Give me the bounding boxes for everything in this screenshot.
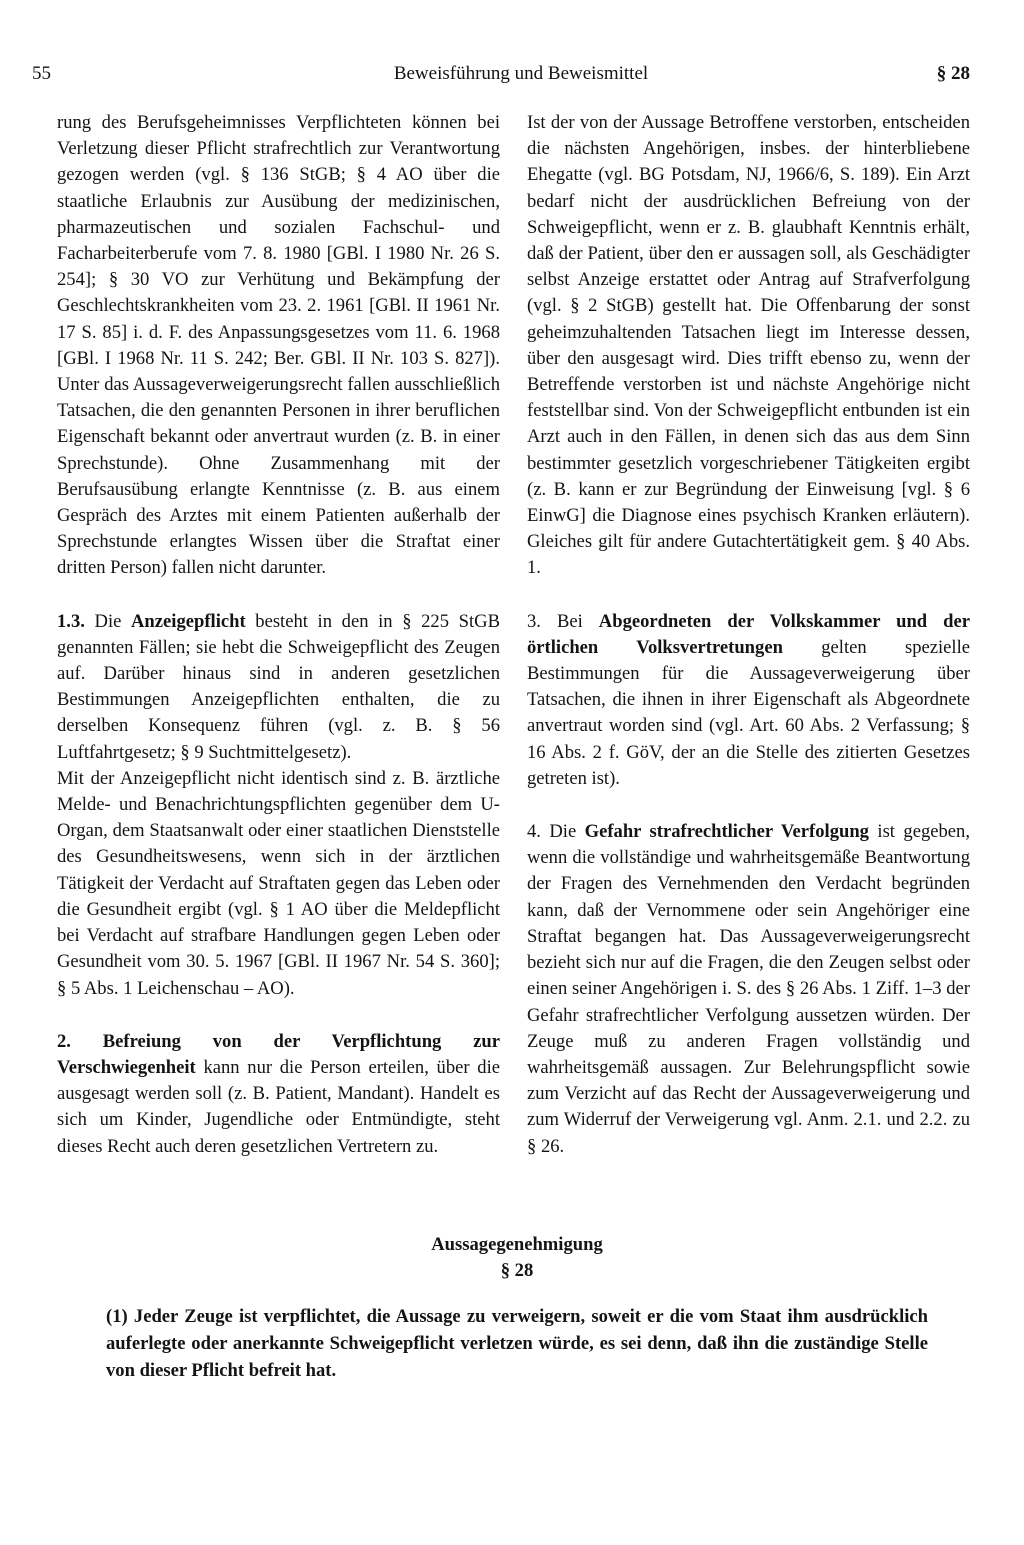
paragraph-text: kann nur die Person erteilen, über die ausgesagt werden soll (z. B. Patient, Mandant). Handelt es sich um Kinder, Jugendliche oder Entmündigte, steht dieses Recht auch deren gesetzlichen Vertretern zu. [57, 1056, 500, 1157]
paragraph-text: 4. Die [527, 821, 577, 843]
paragraph-gefahr [527, 819, 970, 1160]
paragraph-verstorben: Ist der von der Aussage Betroffene verstorben, entscheiden die nächsten Angehörigen, insbes. der hinterbliebene Ehegatte (vgl. BG Potsdam, NJ, 1966/6, S. 189). Ein Arzt bedarf nicht der ausdrücklichen Befreiung von der Schweigepflicht, wenn er z. B. glaubhaft Kenntnis erhält, daß der Patient, über den er aussagen soll, als Geschädigter selbst Anzeige erstattet oder Antrag auf Strafverfolgung (vgl. § 2 StGB) gestellt hat. Die Offenbarung der sonst geheimzuhaltenden Tatsachen liegt im Interesse dessen, über den ausgesagt wird. Dies trifft ebenso zu, wenn der Betreffende verstorben ist und nächste Angehörige nicht feststellbar sind. Von der Schweigepflicht entbunden ist ein Arzt auch in den Fällen, in denen sich das aus dem Sinn bestimmter gesetzlich vorgeschriebener Tätigkeiten ergibt (z. B. kann er zur Begründung der Einweisung [vgl. § 6 EinwG] die Diagnose eines psychisch Kranken erläutern). Gleiches gilt für andere Gutachtertätigkeit gem. § 40 Abs. 1. [527, 112, 970, 579]
paragraph-anzeigepflicht [57, 609, 500, 766]
page-number: 55 [32, 63, 51, 84]
law-heading [0, 1232, 1024, 1284]
paragraph-continuation: rung des Berufsgeheimnisses Verpflichteten können bei Verletzung dieser Pflicht strafrechtlich zur Verantwortung gezogen werden (vgl. § 136 StGB; § 4 AO über die staatliche Erlaubnis zur Ausübung der medizinischen, pharmazeutischen und sozialen Fachschul- und Facharbeiterberufe vom 7. 8. 1980 [GBl. I 1980 Nr. 26 S. 254]; § 30 VO zur Verhütung und Bekämpfung der Geschlechtskrankheiten vom 23. 2. 1961 [GBl. II 1961 Nr. 17 S. 85] i. d. F. des Anpassungsgesetzes vom 11. 6. 1968 [GBl. I 1968 Nr. 11 S. 242; Ber. GBl. II Nr. 103 S. 827]). Unter das Aussageverweigerungsrecht fallen ausschließlich Tatsachen, die den genannten Personen in ihrer beruflichen Eigenschaft bekannt oder anvertraut wurden (z. B. in einer Sprechstunde). Ohne Zusammenhang mit der Berufsausübung erlangte Kenntnisse (z. B. aus einem Gespräch des Arztes mit einem Patienten außerhalb der Sprechstunde erlangtes Wissen über die Straftat einer dritten Person) fallen nicht darunter. [57, 112, 500, 579]
paragraph-number: 1.3. [57, 610, 85, 632]
keyword-bold: Abgeordneten der Volkskammer und der örtlichen Volksvertretungen [527, 610, 970, 658]
keyword-bold: 2. Befreiung von der Verpflichtung zur Verschwiegenheit [57, 1030, 500, 1078]
left-column [57, 110, 500, 1160]
paragraph-text: gelten spezielle Bestimmungen für die Aussageverweigerung über Tatsachen, die ihnen in ihrer Eigenschaft als Abgeordnete anvertraut worden sind (vgl. Art. 60 Abs. 2 Verfassung; § 16 Abs. 2 f. GöV, der an die Stelle des zitierten Gesetzes getreten ist). [527, 636, 971, 789]
paragraph-text: ist gegeben, wenn die vollständige und wahrheitsgemäße Beantwortung der Fragen des Vernehmenden den Verdacht begründen kann, daß der Vernommene oder sein Angehöriger eine Straftat begangen hat. Das Aussageverweigerungsrecht bezieht sich nur auf die Fragen, die den Zeugen selbst oder einen seiner Angehörigen i. S. des § 26 Abs. 1 Ziff. 1–3 der Gefahr strafrechtlicher Verfolgung aussetzen würden. Der Zeuge muß zu anderen Fragen vollständig und wahrheitsgemäß aussagen. Zur Belehrungspflicht sowie zum Verzicht auf das Recht der Aussageverweigerung und zum Widerruf der Verweigerung vgl. Anm. 2.1. und 2.2. zu § 26. [527, 821, 970, 1157]
section-marker: § 28 [936, 63, 970, 84]
right-column [527, 110, 970, 1160]
paragraph-befreiung [57, 1029, 500, 1160]
paragraph-text: 3. Bei [527, 610, 583, 632]
law-paragraph: (1) Jeder Zeuge ist verpflichtet, die Aussage zu verweigern, soweit er die vom Staat ihm ausdrücklich auferlegte oder anerkannte Schweigepflicht verletzen würde, es sei denn, daß ihn die zuständige Stelle von dieser Pflicht befreit hat. [106, 1306, 928, 1381]
running-title: Beweisführung und Beweismittel [393, 63, 649, 84]
keyword-bold: Gefahr strafrechtlicher Verfolgung [584, 821, 869, 843]
law-title: Aussagegenehmigung [431, 1234, 603, 1255]
paragraph-text: Die [94, 610, 122, 632]
keyword-bold: Anzeigepflicht [131, 610, 246, 632]
law-section: § 28 [500, 1260, 534, 1281]
page-header [32, 58, 970, 90]
paragraph-meldepflicht: Mit der Anzeigepflicht nicht identisch sind z. B. ärztliche Melde- und Benachrichtungspflichten gegenüber dem U-Organ, dem Staatsanwalt oder einer staatlichen Dienststelle des Gesundheitswesens, wenn sich in der ärztlichen Tätigkeit der Verdacht auf Straftaten gegen das Leben oder die Gesundheit ergibt (vgl. § 1 AO über die Meldepflicht bei Verdacht auf strafbare Handlungen gegen Leben oder Gesundheit vom 30. 5. 1967 [GBl. II 1967 Nr. 54 S. 360]; § 5 Abs. 1 Leichenschau – AO). [57, 767, 500, 999]
paragraph-text: besteht in den in § 225 StGB genannten Fällen; sie hebt die Schweigepflicht des Zeugen auf. Darüber hinaus sind in anderen gesetzlichen Bestimmungen Anzeigepflichten enthalten, die zu derselben Konsequenz führen (vgl. z. B. § 56 Luftfahrtgesetz; § 9 Suchtmittelgesetz). [57, 610, 500, 763]
paragraph-abgeordnete [527, 609, 970, 792]
